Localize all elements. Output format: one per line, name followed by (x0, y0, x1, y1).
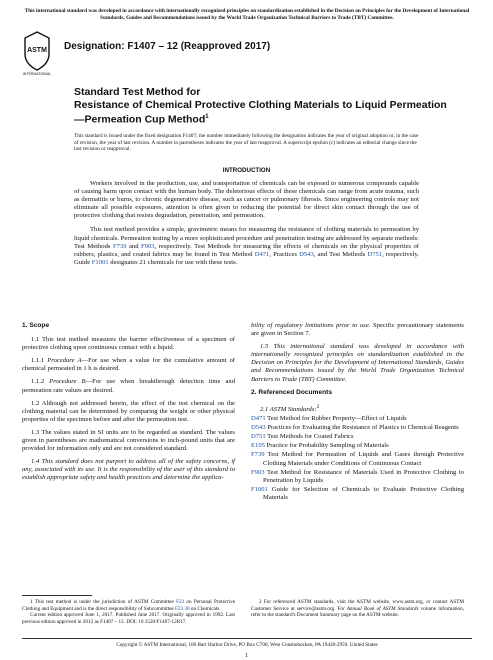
title-line-2: Resistance of Chemical Protective Clothing Materials to Liquid Permeation—Permeation Cup Method$^1$ (74, 98, 447, 126)
designation-notice: This standard is issued under the fixed designation F1407; the number immediately following the designation indicates the year of original adoption or, in the case of revision, the year of last revision. A number in parentheses indicates the year of last reapproval. A superscript epsilon (ε) indicates an editorial change since the last revision or reapproval. (74, 133, 419, 153)
link-f1001[interactable]: F1001 (91, 258, 109, 266)
reference-item: F739 Test Method for Permeation of Liquids and Gases through Protective Clothing Materials under Conditions of Continuous Contact (251, 451, 464, 467)
footnote-1-text: 1 This test method is under the jurisdiction of ASTM Committee F23 on Personal Protective Clothing and Equipment and is the direct responsibility of Subcommittee F23.30 on Chemicals. (22, 599, 235, 612)
svg-text:INTERNATIONAL: INTERNATIONAL (22, 72, 52, 76)
reference-item: D751 Test Methods for Coated Fabrics (251, 433, 354, 441)
introduction-heading: INTRODUCTION (222, 167, 271, 174)
svg-text:ASTM: ASTM (27, 47, 47, 54)
section-1-4: 1.4 This standard does not purport to address all of the safety concerns, if any, associated with its use. It is the responsibility of the user of this standard to establish appropriate safety and health practices and determine the applica- (22, 458, 235, 482)
link-d751[interactable]: D751 (367, 250, 383, 258)
reference-item: E105 Practice for Probability Sampling of Materials (251, 442, 389, 450)
link-d471-ref[interactable]: D471 (251, 415, 266, 423)
section-1-1: 1.1 This test method measures the barrier effectiveness of a specimen of protective clothing upon continuous contact with a liquid. (22, 336, 235, 352)
section-1-4-continued: bility of regulatory limitations prior to use. Specific precautionary statements are given in Section 7. (251, 322, 464, 338)
section-1-5: 1.5 This international standard was developed in accordance with internationally recognized principles on standardization established in the Decision on Principles for the Development of International Standards, Guides and Recommendations issued by the World Trade Organization Technical Barriers to Trade (TBT) Committee. (251, 343, 464, 383)
introduction-body (74, 180, 419, 273)
scope-heading: 1. Scope (22, 322, 50, 329)
link-d471[interactable]: D471 (254, 250, 270, 258)
link-d543-ref[interactable]: D543 (251, 424, 266, 432)
introduction-paragraph-1: Workers involved in the production, use, and transportation of chemicals can be exposed to numerous compounds capable of causing harm upon contact with the human body. The deleterious effects of these chemicals can range from acute trauma, such as dermatitis or burns, to chronic degenerative disease, such as cancer or pulmonary fibrosis. Since engineering controls may not eliminate all possible exposures, attention is often given to reducing the potential for direct skin contact through the use of protective clothing that resists degradation, penetration, and permeation. (74, 180, 419, 220)
footnote-divider (22, 595, 92, 596)
section-1-3: 1.3 The values stated in SI units are to be regarded as standard. The values given in parentheses are mathematical conversions to inch-pound units that are provided for information only and are not considered standard. (22, 428, 235, 453)
link-d751-ref[interactable]: D751 (251, 433, 266, 441)
reference-item: D543 Practices for Evaluating the Resistance of Plastics to Chemical Reagents (251, 424, 459, 432)
reference-item: F903 Test Method for Resistance of Materials Used in Protective Clothing to Penetration by Liquids (251, 468, 464, 484)
link-f903[interactable]: F903 (141, 242, 155, 250)
footnote-1 (22, 595, 235, 625)
referenced-documents-heading: 2. Referenced Documents (251, 388, 332, 396)
footer-divider (22, 638, 472, 639)
astm-standards-subheading: 2.1 ASTM Standards:$^2$ (260, 403, 320, 413)
left-column (22, 322, 235, 488)
standards-notice: This international standard was developed in accordance with internationally recognized principles on standardization established in the Decision on Principles for the Development of International Standards, Guides and Recommendations issued by the World Trade Organization Technical Barriers to Trade (TBT) Committee. (24, 8, 470, 21)
reference-item: D471 Test Method for Rubber Property—Effect of Liquids (251, 415, 407, 423)
reference-list (251, 415, 464, 502)
link-f23-30[interactable]: F23.30 (175, 605, 190, 612)
footnote-1-approval: Current edition approved June 1, 2017. Published June 2017. Originally approved in 1992. Last previous edition approved in 2012 as F1407 – 12. DOI: 10.1520/F1407-12R17. (22, 612, 235, 625)
link-f739[interactable]: F739 (112, 242, 127, 250)
footnote-2-text: 2 For referenced ASTM standards, visit the ASTM website, www.astm.org, or contact ASTM Customer Service at service@astm.org. For Annual Book of ASTM Standards volume information, refer to the standard's Document Summary page on the ASTM website. (251, 599, 465, 619)
section-1-1-2: 1.1.2 Procedure B—For use when breakthrough detection time and permeation rate values are desired. (22, 378, 235, 394)
link-f23[interactable]: F23 (176, 599, 185, 605)
page-number: 1 (244, 652, 249, 659)
astm-logo (22, 30, 52, 76)
link-d543[interactable]: D543 (299, 250, 314, 258)
reference-item: F1001 Guide for Selection of Chemicals to Evaluate Protective Clothing Materials (251, 485, 464, 501)
right-column (251, 322, 464, 503)
document-title (74, 86, 454, 126)
link-f903-ref[interactable]: F903 (251, 468, 265, 476)
section-1-1-1: 1.1.1 Procedure A—For use when a value for the cumulative amount of chemical permeated in 1 h is desired. (22, 357, 236, 373)
link-e105-ref[interactable]: E105 (251, 442, 265, 450)
introduction-paragraph-2: This test method provides a simple, gravimetric means for measuring the resistance of clothing materials to permeation by liquid chemicals. Permeation testing by a more sophisticated procedure and penetration testing are addressed by separate methods: Test Methods F739 and F903, respectively. Test Methods for measuring the effects of chemicals on the physical properties of rubbers, plastics, and coated fabrics may be found in Test Method D471, Practices D543, and Test Methods D751, respectively. Guide F1001 designates 21 chemicals for use with these tests. (74, 226, 419, 266)
footnote-2 (251, 595, 464, 619)
link-f1001-ref[interactable]: F1001 (251, 485, 268, 493)
designation: Designation: F1407 – 12 (Reapproved 2017) (64, 41, 271, 52)
link-f739-ref[interactable]: F739 (251, 451, 265, 459)
title-line-1: Standard Test Method for (74, 86, 201, 98)
section-1-2: 1.2 Although not addressed herein, the effect of the test chemical on the clothing material can be determined by comparing the weight or other physical properties of the specimen before and after the permeation test. (22, 399, 235, 423)
copyright-notice: Copyright © ASTM International, 100 Barr Harbor Drive, PO Box C700, West Conshohocken, PA 19428-2959. United States (116, 642, 378, 648)
